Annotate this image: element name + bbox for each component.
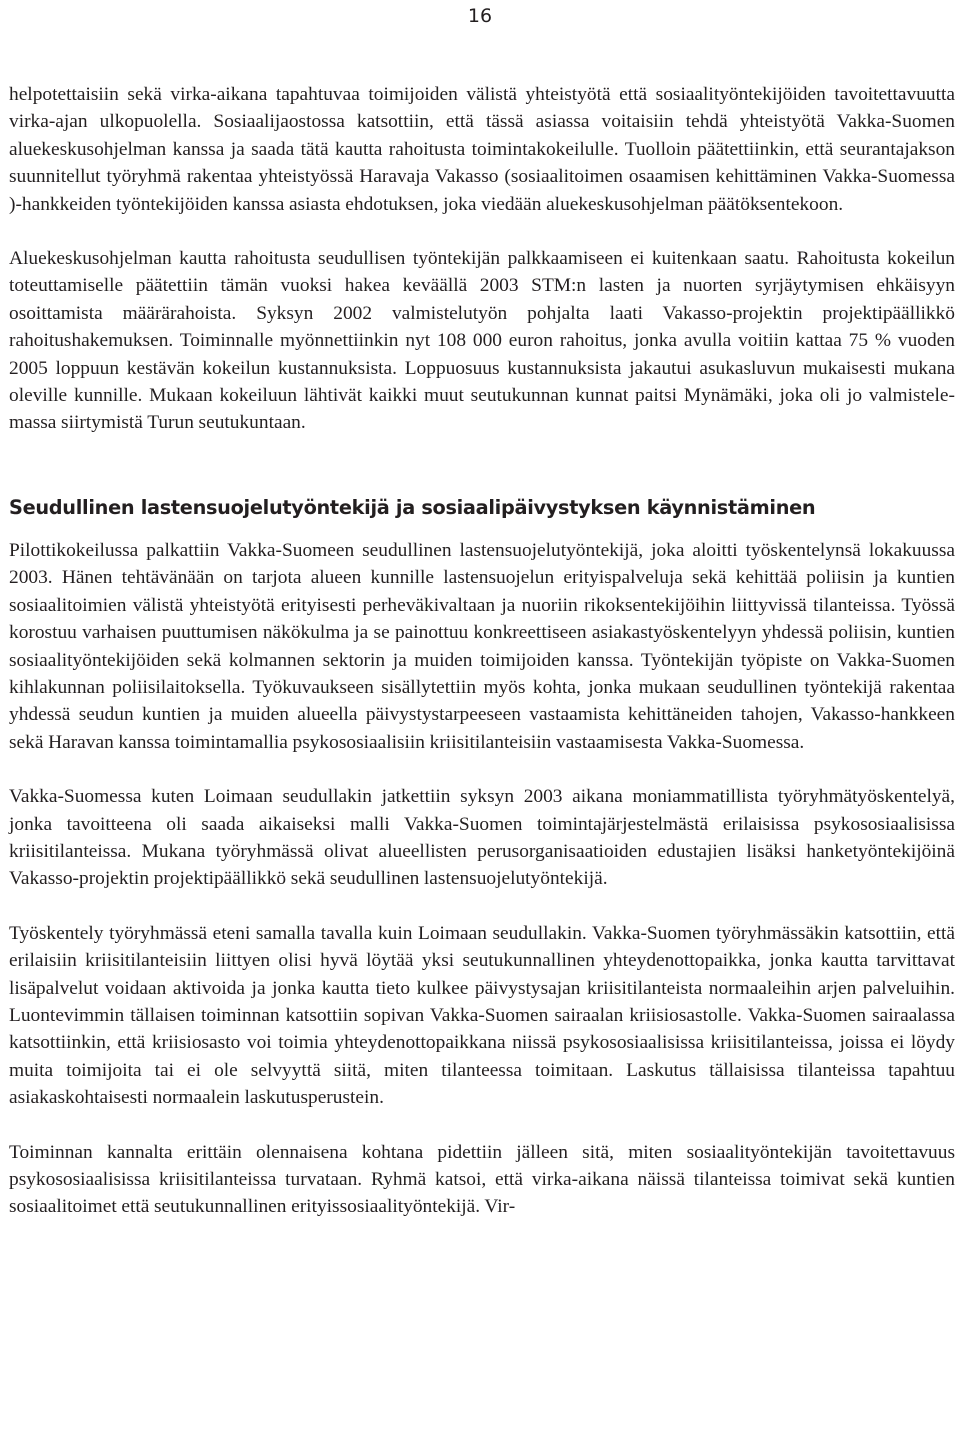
paragraph-2: Aluekeskusohjelman kautta rahoitusta seudullisen työntekijän palkkaamiseen ei kuitenkaan saatu. Rahoitusta kokeilun toteuttamiselle päätettiin tämän vuoksi hakea keväällä 2003 STM:n lasten ja nuorten syrjäytymisen ehkäisyyn osoittamista määrärahoista. Syksyn 2002 valmistelutyön pohjalta laati Vakasso-projektin projektipäällikkö rahoitushakemuksen. Toiminnalle myönnettiinkin nyt 108 000 euron rahoitus, jonka avulla voitiin kattaa 75 % vuoden 2005 loppuun kestävän kokeilun kustannuksista. Loppuosuus kustannuksista jakautui asukasluvun mukaisesti mukana oleville kunnille. Mukaan kokeiluun lähtivät kaikki muut seutukunnan kunnat paitsi Mynämäki, joka oli jo valmistelemassa siirtymistä Turun seutukuntaan.: [9, 248, 955, 434]
paragraph-5: Työskentely työryhmässä eteni samalla tavalla kuin Loimaan seudullakin. Vakka-Suomen työryhmässäkin katsottiin, että erilaisiin kriisitilanteisiin liittyen olisi hyvä löytää yksi seutukunnallinen yhteydenottopaikka, jonka kautta tarvittavat lisäpalvelut voidaan aktivoida ja jonka kautta tieto kulkee päivystysajan kriisitilanteista normaaleihin arjen palveluihin. Luontevimmin tällaisen toiminnan katsottiin sopivan Vakka-Suomen sairaalan kriisiosastolle. Vakka-Suomen sairaalassa katsottiinkin, että kriisiosasto voi toimia yhteydenottopaikkana niissä psykososiaalisissa kriisitilanteissa, joissa ei löydy muita toimijoita tai ei ole selvyyttä siitä, miten tilanteessa toimitaan. Laskutus tällaisissa tilanteissa tapahtuu asiakaskohtaisesti normaalein laskutusperustein.: [9, 922, 955, 1109]
paragraph-6: Toiminnan kannalta erittäin olennaisena kohtana pidettiin jälleen sitä, miten sosiaalityöntekijän tavoitettavuus psykososiaalisissa kriisitilanteissa turvataan. Ryhmä katsoi, että virka-aikana näissä tilanteissa toimivat sekä kuntien sosiaalitoimet että seutukunnallinen erityissosiaalityöntekijä. Vir-: [9, 1141, 955, 1218]
document-body: [9, 81, 955, 1221]
section-heading: Seudullinen lastensuojelutyöntekijä ja sosiaalipäivystyksen käynnistäminen: [9, 495, 816, 519]
paragraph-3: Pilottikokeilussa palkattiin Vakka-Suomeen seudullinen lastensuojelutyöntekijä, joka aloitti työskentelynsä lokakuussa 2003. Hänen tehtävänään on tarjota alueen kunnille lastensuojelun erityispalveluja sekä kehittää poliisin ja kuntien sosiaalitoimien välistä yhteistyötä erityisesti perheväkivaltaan ja nuoriin rikoksentekijöihin liittyvissä tilanteissa. Työssä korostuu varhaisen puuttumisen näkökulma ja se painottuu konkreettiseen asiakastyöskentelyyn yhdessä poliisin, kuntien sosiaalityöntekijöiden sekä kolmannen sektorin ja muiden toimijoiden kanssa. Työntekijän työpiste on Vakka-Suomen kihlakunnan poliisilaitoksella. Työkuvaukseen sisällytettiin myös kohta, jonka mukaan seudullinen työntekijä rakentaa yhdessä seudun kuntien ja muiden alueella päivystystarpeeseen vastaamista kehittäneiden tahojen, Vakasso-hankkeen sekä Haravan kanssa toimintamallia psykososiaalisiin kriisitilanteisiin vastaamisesta Vakka-Suomessa.: [9, 539, 955, 753]
paragraph-4: Vakka-Suomessa kuten Loimaan seudullakin jatkettiin syksyn 2003 aikana moniammatillista työryhmätyöskentelyä, jonka tavoitteena oli saada aikaiseksi malli Vakka-Suomen toimintajärjestelmästä erilaisissa psykososiaalisissa kriisitilanteissa. Mukana työryhmässä olivat alueellisten perusorganisaatioiden edustajien lisäksi hanketyöntekijöinä Vakasso-projektin projektipäällikkö sekä seudullinen lastensuojelutyöntekijä.: [9, 786, 955, 890]
page-number: 16: [467, 5, 493, 27]
paragraph-1: helpotettaisiin sekä virka-aikana tapahtuvaa toimijoiden välistä yhteistyötä että sosiaalityöntekijöiden tavoitettavuutta virka-ajan ulkopuolella. Sosiaalijaostossa katsottiin, että tässä asiassa voitaisiin tehdä yhteistyötä Vakka-Suomen aluekeskusohjelman kanssa ja saada tätä kautta rahoitusta toimintakokeilulle. Tuolloin päätettiinkin, että seurantajakson suunnitellut työryhmä rakentaa yhteistyössä Haravaja Vakasso (sosiaalitoimen osaamisen kehittäminen Vakka-Suomessa )-hankkeiden työntekijöiden kanssa asiasta ehdotuksen, joka viedään aluekeskusohjelman päätöksentekoon.: [9, 84, 955, 215]
